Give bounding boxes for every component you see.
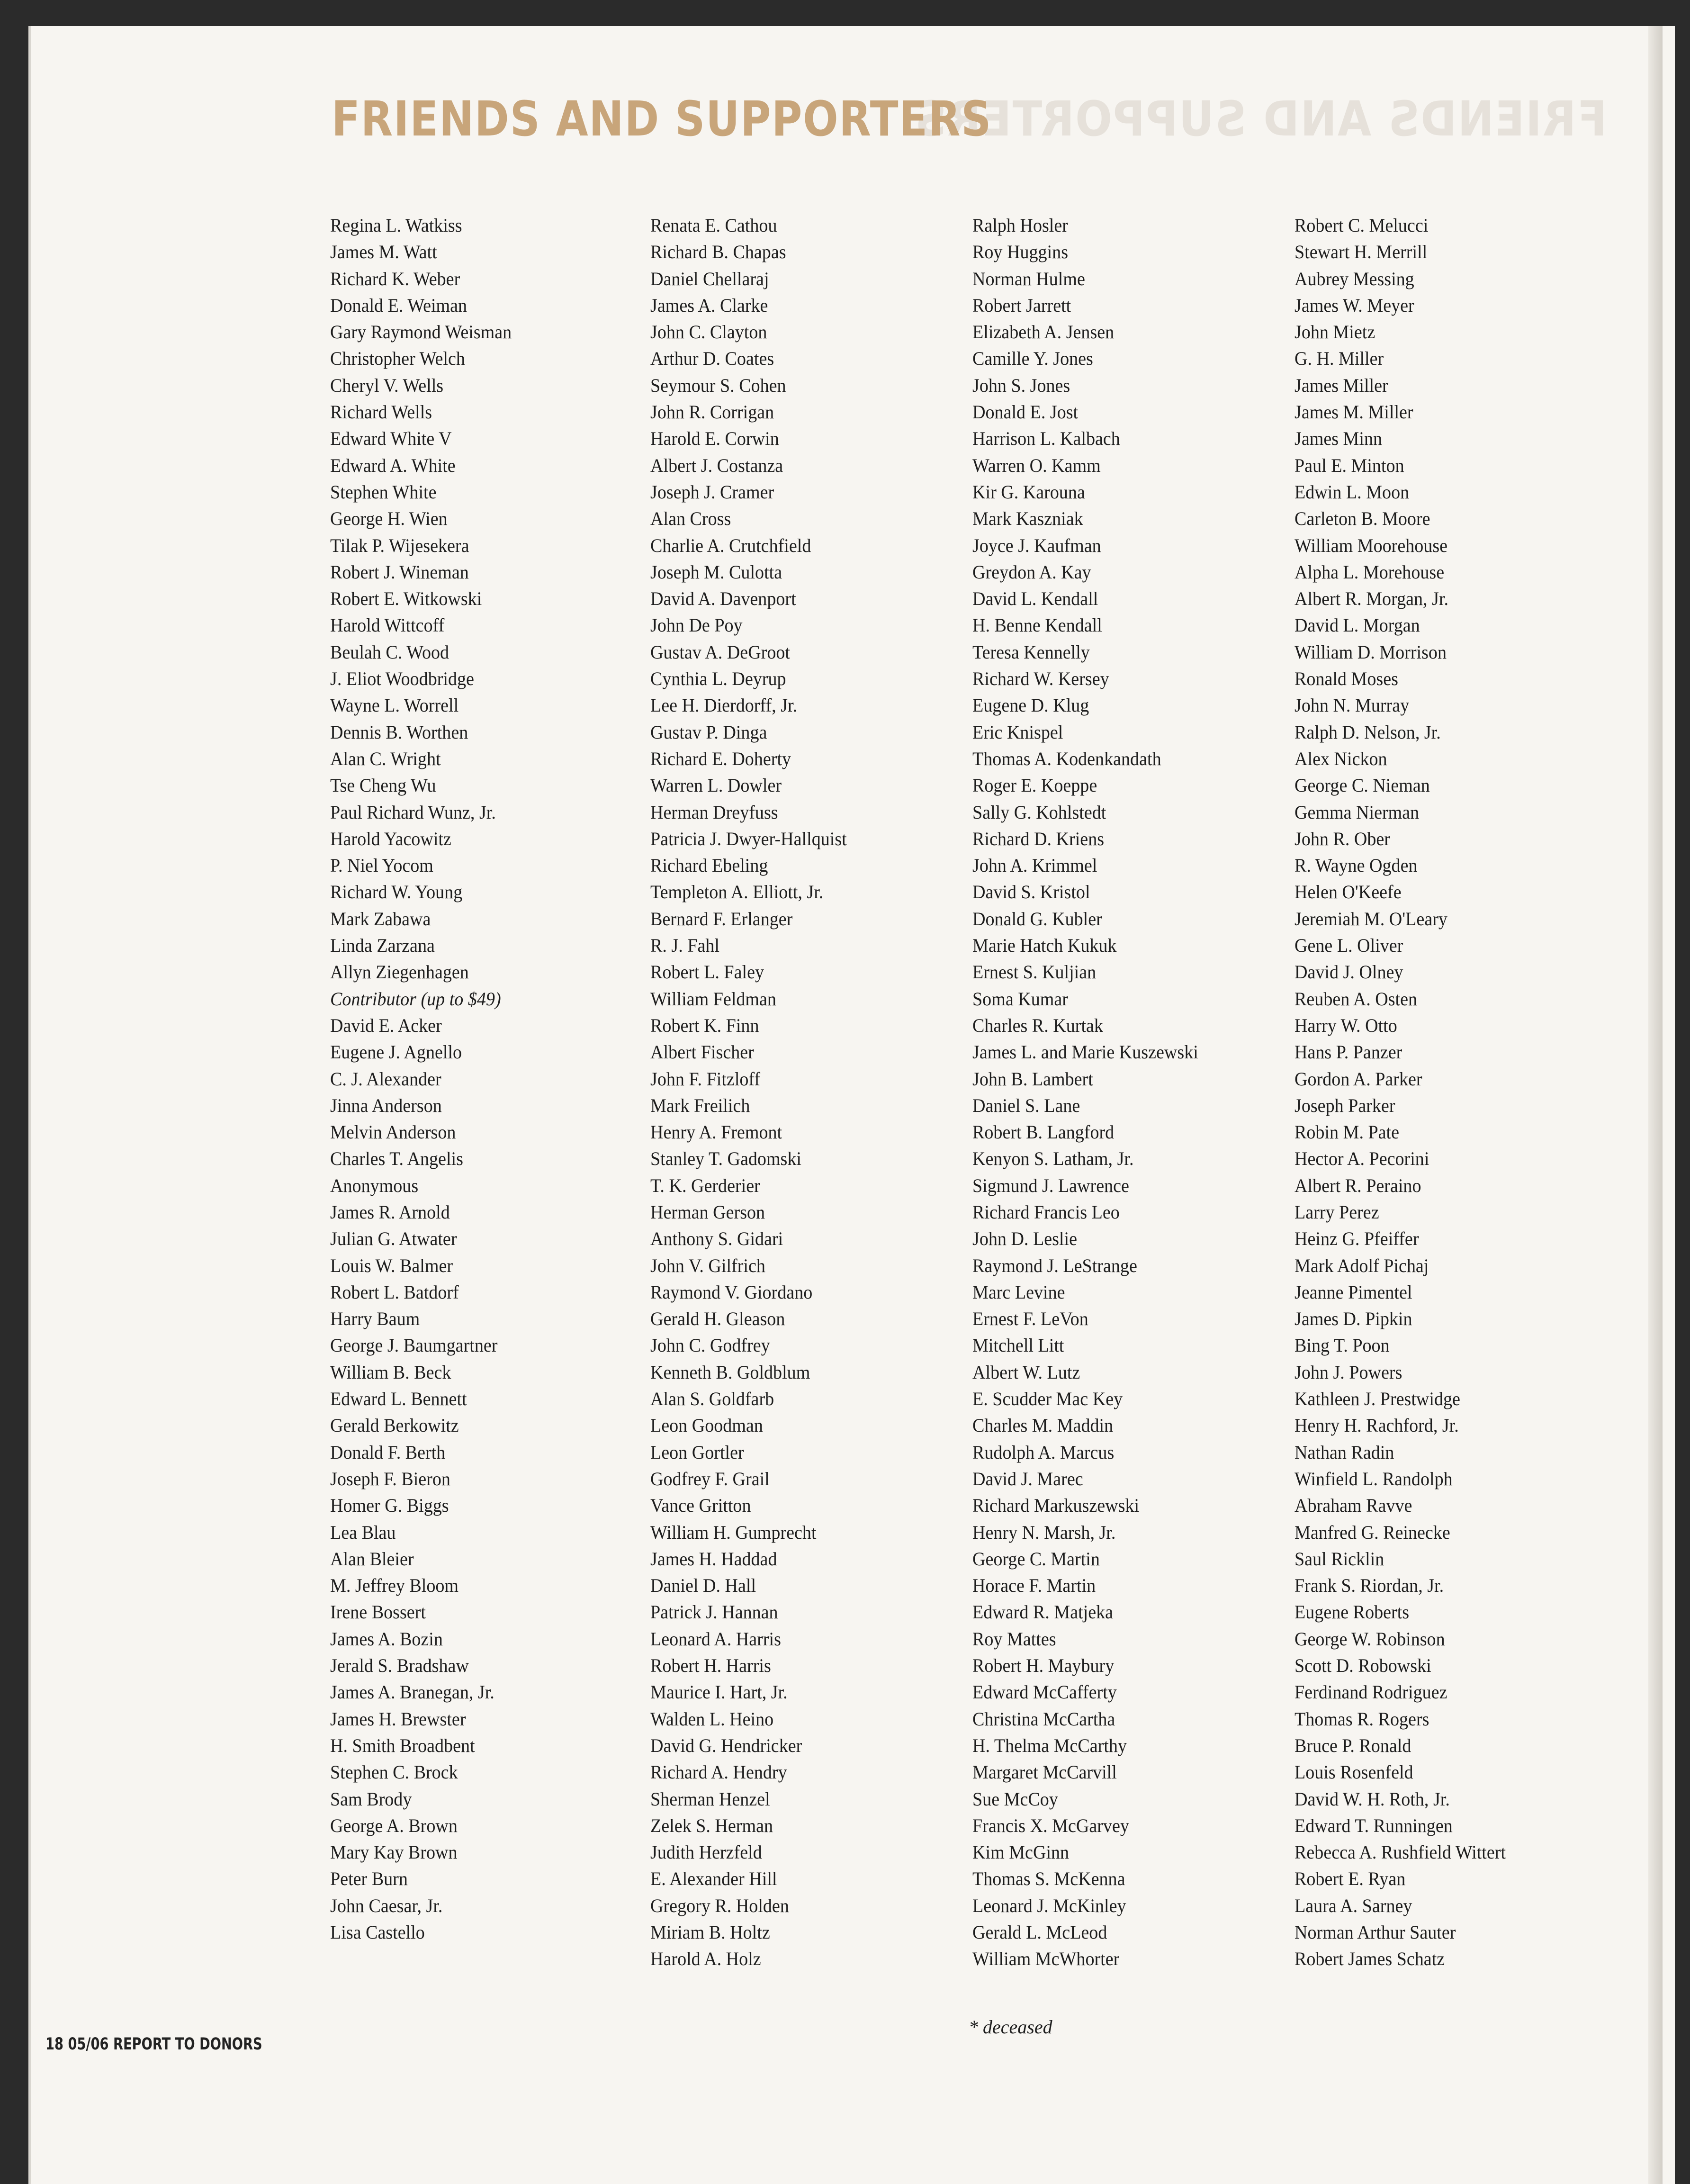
donor-name: Miriam B. Holtz [650,1922,770,1943]
donor-name: Lisa Castello [330,1922,425,1943]
donor-name: Arthur D. Coates [650,348,774,370]
donor-name: Jinna Anderson [330,1094,442,1116]
donor-name: Nathan Radin [1294,1441,1394,1463]
donor-name: Gordon A. Parker [1294,1068,1422,1090]
donor-name: Harold Wittcoff [330,614,445,636]
donor-name: Robert E. Witkowski [330,588,482,610]
donor-name: John J. Powers [1294,1361,1402,1383]
donor-name: Camille Y. Jones [972,348,1093,370]
donor-name: James R. Arnold [330,1201,450,1223]
donor-name: Thomas R. Rogers [1294,1708,1429,1730]
donor-name: Mitchell Litt [972,1335,1064,1356]
donor-name: David A. Davenport [650,588,796,610]
donor-name: Daniel D. Hall [650,1575,756,1597]
donor-name: Edward McCafferty [972,1681,1117,1703]
donor-name: Charles R. Kurtak [972,1014,1103,1036]
donor-name: Louis W. Balmer [330,1254,453,1276]
donor-name: C. J. Alexander [330,1068,441,1090]
donor-name: R. Wayne Ogden [1294,855,1418,876]
donor-name: James H. Brewster [330,1708,466,1730]
donor-name: Richard W. Young [330,881,463,903]
donor-name: Maurice I. Hart, Jr. [650,1681,788,1703]
donor-name: H. Benne Kendall [972,614,1102,636]
donor-name: John Mietz [1294,321,1375,343]
donor-name: Robert C. Melucci [1294,215,1429,236]
donor-name: Sam Brody [330,1788,412,1810]
donor-name: George H. Wien [330,508,448,530]
donor-name: Edwin L. Moon [1294,481,1410,503]
donor-name: Robert L. Faley [650,961,764,983]
donor-name: Alpha L. Morehouse [1294,561,1445,583]
donor-name: Warren O. Kamm [972,454,1101,476]
donor-name: Richard W. Kersey [972,668,1109,690]
donor-name: David E. Acker [330,1014,442,1036]
donor-name: David L. Kendall [972,588,1098,610]
donor-name: Saul Ricklin [1294,1548,1384,1570]
donor-name: George C. Martin [972,1548,1100,1570]
donor-name: Regina L. Watkiss [330,215,462,236]
donor-name: Alex Nickon [1294,748,1387,769]
donor-name: Richard K. Weber [330,268,460,289]
donor-name: Harold A. Holz [650,1948,761,1970]
donor-name: Leonard J. McKinley [972,1895,1126,1916]
donor-name: Gemma Nierman [1294,801,1420,823]
donor-name: Jeanne Pimentel [1294,1281,1412,1303]
donor-name: James M. Miller [1294,401,1413,423]
donor-name: Irene Bossert [330,1601,426,1623]
donor-name: Soma Kumar [972,988,1068,1010]
donor-name: Paul E. Minton [1294,454,1404,476]
donor-name: Marc Levine [972,1281,1065,1303]
donor-name: Gerald Berkowitz [330,1415,459,1436]
donor-name: Roy Mattes [972,1628,1056,1650]
donor-name: Cynthia L. Deyrup [650,668,786,690]
donor-name: Joseph M. Culotta [650,561,782,583]
donor-name: Richard B. Chapas [650,241,786,263]
donor-name: Homer G. Biggs [330,1495,449,1516]
donor-name: Donald F. Berth [330,1441,446,1463]
donor-name: Gregory R. Holden [650,1895,789,1916]
donor-name: Renata E. Cathou [650,215,777,236]
donor-name: John F. Fitzloff [650,1068,761,1090]
donor-name: Mark Kaszniak [972,508,1083,530]
donor-name: Wayne L. Worrell [330,695,459,716]
donor-name: Larry Perez [1294,1201,1379,1223]
donor-name: Robin M. Pate [1294,1121,1400,1143]
donor-name: Dennis B. Worthen [330,721,468,743]
donor-name: Mark Zabawa [330,908,431,930]
donor-name: Anthony S. Gidari [650,1228,783,1250]
names-column-4 [1294,212,1607,1973]
donor-name: Kim McGinn [972,1841,1070,1863]
donor-name: Leon Gortler [650,1441,744,1463]
donor-name: George J. Baumgartner [330,1335,498,1356]
donor-name: John R. Corrigan [650,401,774,423]
donor-name: Raymond J. LeStrange [972,1254,1137,1276]
donor-name: Henry N. Marsh, Jr. [972,1521,1116,1543]
donor-name: John V. Gilfrich [650,1254,765,1276]
donor-name: Henry H. Rachford, Jr. [1294,1415,1459,1436]
donor-name: Seymour S. Cohen [650,374,786,396]
donor-name: James W. Meyer [1294,294,1414,316]
donor-name: Manfred G. Reinecke [1294,1521,1450,1543]
donor-name: Donald G. Kubler [972,908,1102,930]
donor-name: Greydon A. Kay [972,561,1091,583]
donor-name: Ferdinand Rodriguez [1294,1681,1447,1703]
donor-name: Ralph D. Nelson, Jr. [1294,721,1441,743]
donor-name: Abraham Ravve [1294,1495,1412,1516]
donor-name: Stewart H. Merrill [1294,241,1428,263]
donor-name: Templeton A. Elliott, Jr. [650,881,824,903]
donor-name: Gustav P. Dinga [650,721,767,743]
donor-name: Stephen C. Brock [330,1761,458,1783]
donor-name: Joyce J. Kaufman [972,534,1101,556]
donor-name: Bing T. Poon [1294,1335,1390,1356]
donor-name: Beulah C. Wood [330,641,449,663]
donor-name: Eric Knispel [972,721,1063,743]
donor-name: Ralph Hosler [972,215,1068,236]
donor-name: Anonymous [330,1174,419,1196]
donor-name: Stephen White [330,481,437,503]
donor-name: Lee H. Dierdorff, Jr. [650,695,798,716]
donor-name: John C. Clayton [650,321,767,343]
donor-name: Raymond V. Giordano [650,1281,813,1303]
donor-name: Frank S. Riordan, Jr. [1294,1575,1444,1597]
donor-name: Warren L. Dowler [650,775,782,796]
donor-name: Helen O'Keefe [1294,881,1402,903]
donor-name: Richard Markuszewski [972,1495,1140,1516]
donor-name: Herman Gerson [650,1201,765,1223]
donor-name: George C. Nieman [1294,775,1430,796]
donor-name: Thomas S. McKenna [972,1868,1125,1890]
donor-name: Patricia J. Dwyer-Hallquist [650,828,847,849]
donor-name: E. Alexander Hill [650,1868,777,1890]
donor-name: George W. Robinson [1294,1628,1445,1650]
names-column-3 [972,212,1285,1973]
donor-name: Kenneth B. Goldblum [650,1361,810,1383]
donor-name: David J. Marec [972,1468,1083,1489]
donor-name: Richard E. Doherty [650,748,791,769]
donor-name: Vance Gritton [650,1495,751,1516]
donor-name: Ernest F. LeVon [972,1308,1088,1330]
donor-name: Eugene J. Agnello [330,1041,462,1063]
donor-name: Sherman Henzel [650,1788,770,1810]
donor-name: David W. H. Roth, Jr. [1294,1788,1450,1810]
donor-name: John C. Godfrey [650,1335,770,1356]
donor-name: Albert Fischer [650,1041,754,1063]
donor-name: Kir G. Karouna [972,481,1085,503]
donor-name: Melvin Anderson [330,1121,456,1143]
names-column-1 [330,212,643,1946]
donor-name: Godfrey F. Grail [650,1468,770,1489]
donor-name: Jerald S. Bradshaw [330,1655,469,1677]
donor-name: James H. Haddad [650,1548,777,1570]
donor-name: Albert R. Morgan, Jr. [1294,588,1448,610]
donor-name: John D. Leslie [972,1228,1077,1250]
donor-name: H. Smith Broadbent [330,1734,475,1756]
donor-name: Donald E. Jost [972,401,1079,423]
donor-name: Alan Bleier [330,1548,414,1570]
donor-name: Edward T. Runningen [1294,1814,1453,1836]
donor-name: Richard Ebeling [650,855,768,876]
donor-name: David G. Hendricker [650,1734,802,1756]
donor-name: Donald E. Weiman [330,294,467,316]
donor-name: William Moorehouse [1294,534,1448,556]
donor-name: Robert K. Finn [650,1014,759,1036]
donor-name: Peter Burn [330,1868,408,1890]
donor-name: Robert Jarrett [972,294,1071,316]
donor-name: Leonard A. Harris [650,1628,781,1650]
donor-name: James D. Pipkin [1294,1308,1412,1330]
donor-name: J. Eliot Woodbridge [330,668,474,690]
donor-name: John Caesar, Jr. [330,1895,443,1916]
deceased-note: * deceased [969,2016,1052,2038]
donor-name: Robert James Schatz [1294,1948,1445,1970]
donor-name: Tse Cheng Wu [330,775,436,796]
donor-name: Patrick J. Hannan [650,1601,778,1623]
donor-name: Allyn Ziegenhagen [330,961,469,983]
donor-name: James L. and Marie Kuszewski [972,1041,1198,1063]
donor-name: Gerald L. McLeod [972,1922,1107,1943]
donor-name: Alan S. Goldfarb [650,1388,774,1410]
donor-name: Edward L. Bennett [330,1388,467,1410]
donor-name: P. Niel Yocom [330,855,433,876]
donor-name: Lea Blau [330,1521,396,1543]
donor-name: Richard Francis Leo [972,1201,1120,1223]
donor-name: R. J. Fahl [650,935,719,957]
donor-name: James M. Watt [330,241,437,263]
donor-name: Robert E. Ryan [1294,1868,1406,1890]
donor-name: Roger E. Koeppe [972,775,1097,796]
donor-name: Kenyon S. Latham, Jr. [972,1148,1134,1170]
donor-name: Sigmund J. Lawrence [972,1174,1129,1196]
donor-name: Albert J. Costanza [650,454,783,476]
donor-name: Norman Hulme [972,268,1085,289]
donor-name: Kathleen J. Prestwidge [1294,1388,1460,1410]
donor-name: Roy Huggins [972,241,1069,263]
donor-name: John De Poy [650,614,743,636]
donor-name: Laura A. Sarney [1294,1895,1412,1916]
donor-name: Sally G. Kohlstedt [972,801,1106,823]
donor-name: Hector A. Pecorini [1294,1148,1429,1170]
donor-name: Paul Richard Wunz, Jr. [330,801,496,823]
donor-name: Louis Rosenfeld [1294,1761,1413,1783]
donor-name: Edward A. White [330,454,456,476]
donor-name: Horace F. Martin [972,1575,1096,1597]
donor-name: Alan C. Wright [330,748,441,769]
page-footer: 18 05/06 REPORT TO DONORS [45,2035,262,2054]
page-title: FRIENDS AND SUPPORTERS [332,91,992,147]
donor-name: Tilak P. Wijesekera [330,534,469,556]
donor-name: Carleton B. Moore [1294,508,1430,530]
donor-name: Mark Adolf Pichaj [1294,1254,1429,1276]
donor-name: Richard Wells [330,401,432,423]
donor-name: Daniel Chellaraj [650,268,769,289]
donor-name: Bernard F. Erlanger [650,908,793,930]
donor-name: Ronald Moses [1294,668,1398,690]
donor-name: Alan Cross [650,508,731,530]
donor-name: Gene L. Oliver [1294,935,1403,957]
donor-name: Mary Kay Brown [330,1841,458,1863]
donor-name: E. Scudder Mac Key [972,1388,1123,1410]
donor-name: Elizabeth A. Jensen [972,321,1115,343]
donor-name: Hans P. Panzer [1294,1041,1402,1063]
donor-name: Scott D. Robowski [1294,1655,1431,1677]
donor-name: John S. Jones [972,374,1070,396]
donor-name: T. K. Gerderier [650,1174,760,1196]
donor-name: Robert H. Maybury [972,1655,1115,1677]
donor-name: Albert R. Peraino [1294,1174,1421,1196]
donor-name: Christopher Welch [330,348,465,370]
donor-name: David L. Morgan [1294,614,1420,636]
donor-name: James Minn [1294,428,1383,450]
donor-name: Robert L. Batdorf [330,1281,459,1303]
donor-name: Richard A. Hendry [650,1761,787,1783]
donor-name: Gustav A. DeGroot [650,641,791,663]
donor-name: Albert W. Lutz [972,1361,1080,1383]
donor-name: Winfield L. Randolph [1294,1468,1453,1489]
donor-name: John A. Krimmel [972,855,1097,876]
donor-name: George A. Brown [330,1814,458,1836]
donor-name: Julian G. Atwater [330,1228,457,1250]
donor-name: Robert B. Langford [972,1121,1115,1143]
donor-name: Leon Goodman [650,1415,763,1436]
donor-name: Bruce P. Ronald [1294,1734,1411,1756]
donor-name: Joseph Parker [1294,1094,1395,1116]
donor-name: Harry Baum [330,1308,420,1330]
donor-name: G. H. Miller [1294,348,1384,370]
donor-name: Gary Raymond Weisman [330,321,512,343]
donor-name: Norman Arthur Sauter [1294,1922,1456,1943]
donor-name: Charlie A. Crutchfield [650,534,811,556]
donor-name: David S. Kristol [972,881,1090,903]
donor-name: John R. Ober [1294,828,1390,849]
donor-name: James Miller [1294,374,1388,396]
donor-name: Eugene Roberts [1294,1601,1410,1623]
donor-name: Thomas A. Kodenkandath [972,748,1161,769]
donor-name: Edward White V [330,428,452,450]
donor-name: Zelek S. Herman [650,1814,773,1836]
donor-name: Gerald H. Gleason [650,1308,785,1330]
donor-name: William D. Morrison [1294,641,1447,663]
donor-name: Edward R. Matjeka [972,1601,1114,1623]
names-column-2 [650,212,963,1973]
donor-name: Rebecca A. Rushfield Wittert [1294,1841,1506,1863]
donor-name: David J. Olney [1294,961,1403,983]
donor-name: James A. Branegan, Jr. [330,1681,494,1703]
donor-name: Joseph J. Cramer [650,481,774,503]
donor-name: M. Jeffrey Bloom [330,1575,459,1597]
donor-name: Henry A. Fremont [650,1121,782,1143]
donor-name: H. Thelma McCarthy [972,1734,1127,1756]
donor-name: Teresa Kennelly [972,641,1090,663]
donor-name: Harry W. Otto [1294,1014,1397,1036]
donor-name: Margaret McCarvill [972,1761,1117,1783]
donor-name: Robert J. Wineman [330,561,469,583]
donor-name: Richard D. Kriens [972,828,1105,849]
section-heading: Contributor (up to $49) [330,988,501,1010]
donor-name: Robert H. Harris [650,1655,771,1677]
donor-name: Mark Freilich [650,1094,750,1116]
donor-name: Walden L. Heino [650,1708,774,1730]
donor-name: Harrison L. Kalbach [972,428,1120,450]
donor-name: Stanley T. Gadomski [650,1148,801,1170]
donor-name: William Feldman [650,988,776,1010]
donor-name: Ernest S. Kuljian [972,961,1097,983]
donor-name: Heinz G. Pfeiffer [1294,1228,1419,1250]
donor-name: Daniel S. Lane [972,1094,1080,1116]
donor-name: Eugene D. Klug [972,695,1089,716]
donor-name: Herman Dreyfuss [650,801,778,823]
donor-name: Reuben A. Osten [1294,988,1418,1010]
donor-name: Christina McCartha [972,1708,1115,1730]
donor-name: John B. Lambert [972,1068,1093,1090]
donor-name: James A. Bozin [330,1628,443,1650]
bleed-through-heading: FRIENDS AND SUPPORTERS [914,91,1607,147]
donor-name: Linda Zarzana [330,935,435,957]
donor-name: Jeremiah M. O'Leary [1294,908,1447,930]
donor-name: William McWhorter [972,1948,1120,1970]
donor-name: Marie Hatch Kukuk [972,935,1117,957]
page-spine [1648,26,1663,2184]
donor-name: Cheryl V. Wells [330,374,444,396]
donor-name: James A. Clarke [650,294,768,316]
donor-name: Judith Herzfeld [650,1841,762,1863]
donor-name: Charles M. Maddin [972,1415,1114,1436]
donor-name: Harold Yacowitz [330,828,451,849]
donor-name: Francis X. McGarvey [972,1814,1129,1836]
donor-name: Joseph F. Bieron [330,1468,450,1489]
donor-name: John N. Murray [1294,695,1410,716]
donor-name: Aubrey Messing [1294,268,1414,289]
donor-name: Rudolph A. Marcus [972,1441,1115,1463]
donor-name: Sue McCoy [972,1788,1058,1810]
donor-name: Charles T. Angelis [330,1148,463,1170]
donor-name: William B. Beck [330,1361,451,1383]
donor-name: William H. Gumprecht [650,1521,817,1543]
donor-name: Harold E. Corwin [650,428,779,450]
